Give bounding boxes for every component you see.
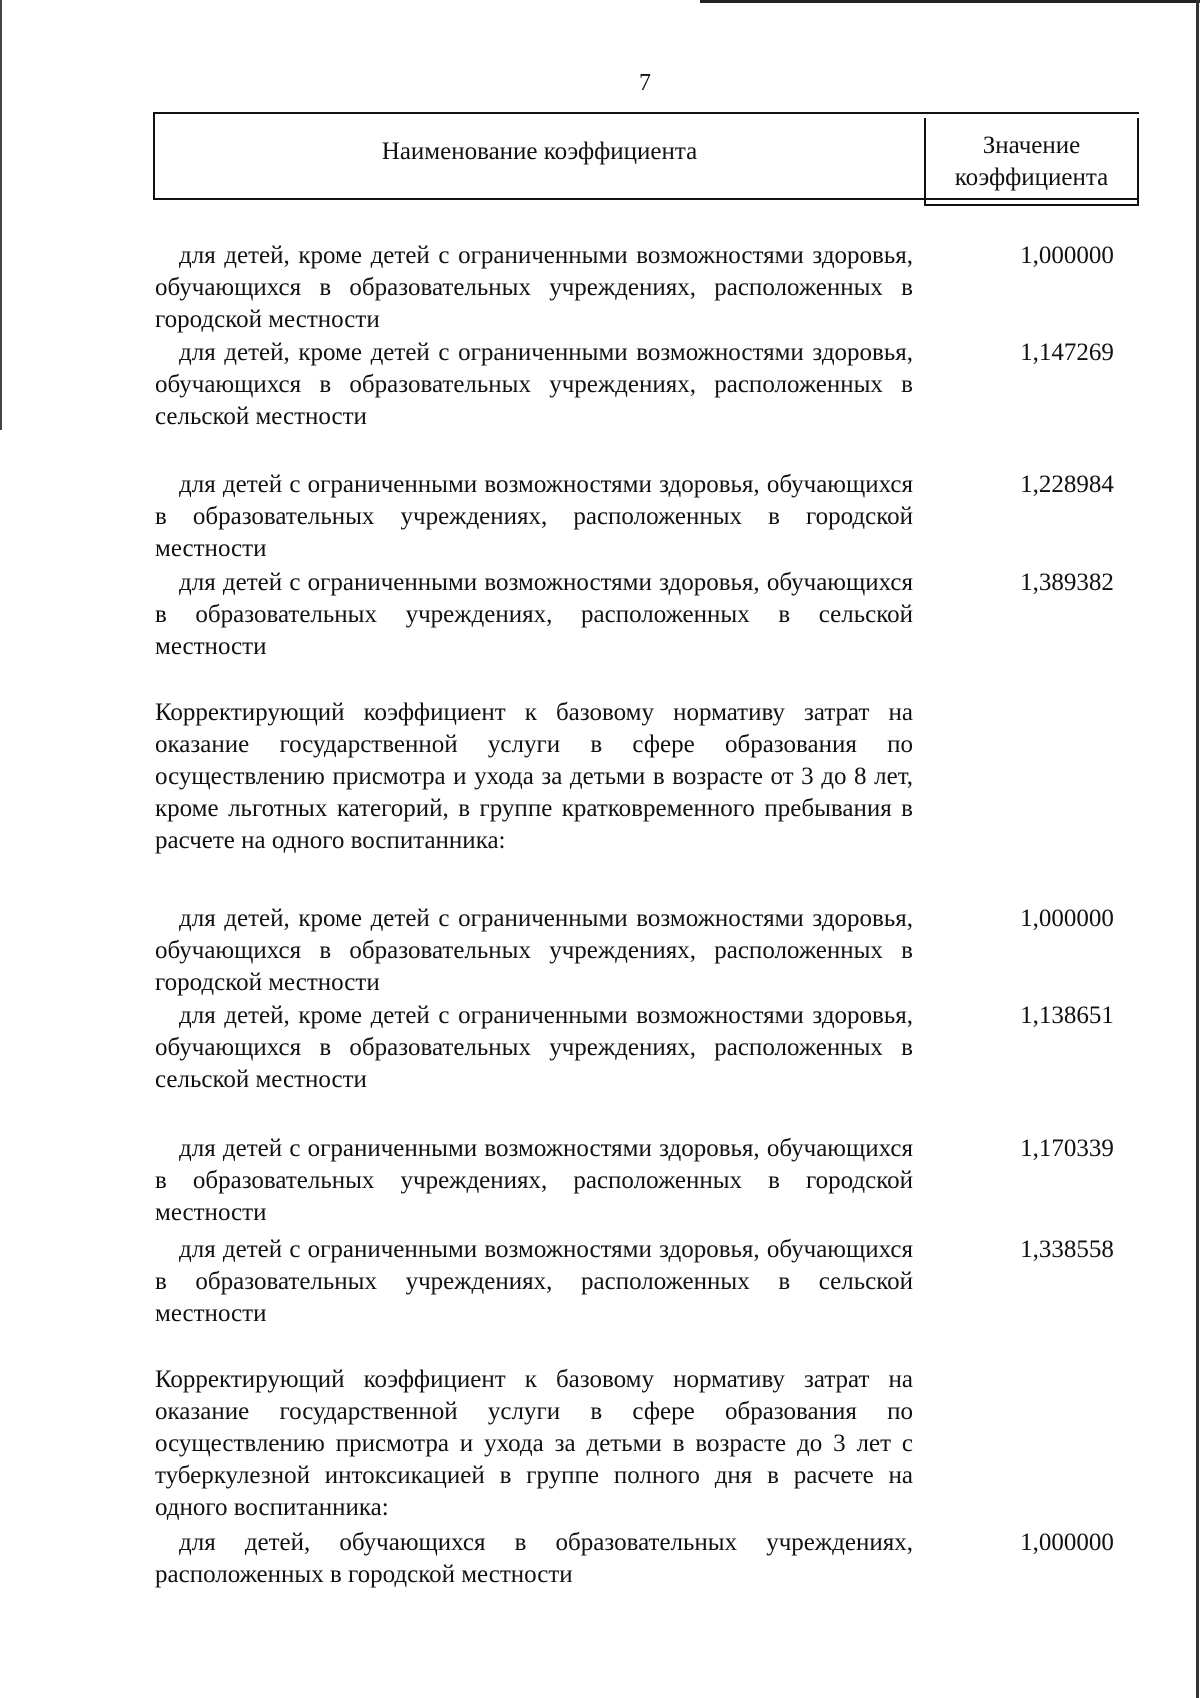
table-border-bottom-right <box>924 204 1139 206</box>
row-value: 1,000000 <box>1020 905 1114 932</box>
scan-edge-top <box>700 0 1200 3</box>
row-description: для детей с ограниченными возможностями здоровья, обучающихся в образовательных учреждениях, расположенных в городской местности <box>155 471 913 562</box>
row-description: для детей, кроме детей с ограниченными возможностями здоровья, обучающихся в образовательных учреждениях, расположенных в сельской местности <box>155 1002 913 1093</box>
section-heading-text: Корректирующий коэффициент к базовому нормативу затрат на оказание государственной услуги в сфере образования по осуществлению присмотра и ухода за детьми в возрасте от 3 до 8 лет, кроме льготных категорий, в группе кратковременного пребывания в расчете на одного воспитанника: <box>155 699 913 854</box>
row-value: 1,389382 <box>1020 569 1114 596</box>
table-border-right <box>1137 118 1139 206</box>
row-description: для детей, кроме детей с ограниченными возможностями здоровья, обучающихся в образовательных учреждениях, расположенных в сельской местности <box>155 339 913 430</box>
column-header-name: Наименование коэффициента <box>381 138 698 165</box>
row-description: для детей, кроме детей с ограниченными возможностями здоровья, обучающихся в образовательных учреждениях, расположенных в городской местности <box>155 242 913 333</box>
row-value: 1,147269 <box>1020 339 1114 366</box>
row-value: 1,170339 <box>1020 1135 1114 1162</box>
row-value: 1,228984 <box>1020 471 1114 498</box>
table-border-top <box>153 112 1139 114</box>
scan-edge-right <box>1196 0 1199 1698</box>
row-value: 1,000000 <box>1020 1529 1114 1556</box>
section-heading-text: Корректирующий коэффициент к базовому нормативу затрат на оказание государственной услуги в сфере образования по осуществлению присмотра и ухода за детьми в возрасте до 3 лет с туберкулезной интоксикацией в группе полного дня в расчете на одного воспитанника: <box>155 1366 913 1521</box>
row-description: для детей, кроме детей с ограниченными возможностями здоровья, обучающихся в образовательных учреждениях, расположенных в городской местности <box>155 905 913 996</box>
row-description: для детей, обучающихся в образовательных учреждениях, расположенных в городской местности <box>155 1529 913 1588</box>
scan-edge-left <box>0 0 2 430</box>
row-value: 1,138651 <box>1020 1002 1114 1029</box>
page-number: 7 <box>639 70 651 96</box>
row-value: 1,338558 <box>1020 1236 1114 1263</box>
row-description: для детей с ограниченными возможностями здоровья, обучающихся в образовательных учреждениях, расположенных в сельской местности <box>155 569 913 660</box>
table-header <box>153 112 1139 204</box>
column-header-value: Значение коэффициента <box>954 132 1109 191</box>
row-description: для детей с ограниченными возможностями здоровья, обучающихся в образовательных учреждениях, расположенных в сельской местности <box>155 1236 913 1327</box>
row-value: 1,000000 <box>1020 242 1114 269</box>
table-border-bottom <box>153 198 1139 200</box>
row-description: для детей с ограниченными возможностями здоровья, обучающихся в образовательных учреждениях, расположенных в городской местности <box>155 1135 913 1226</box>
